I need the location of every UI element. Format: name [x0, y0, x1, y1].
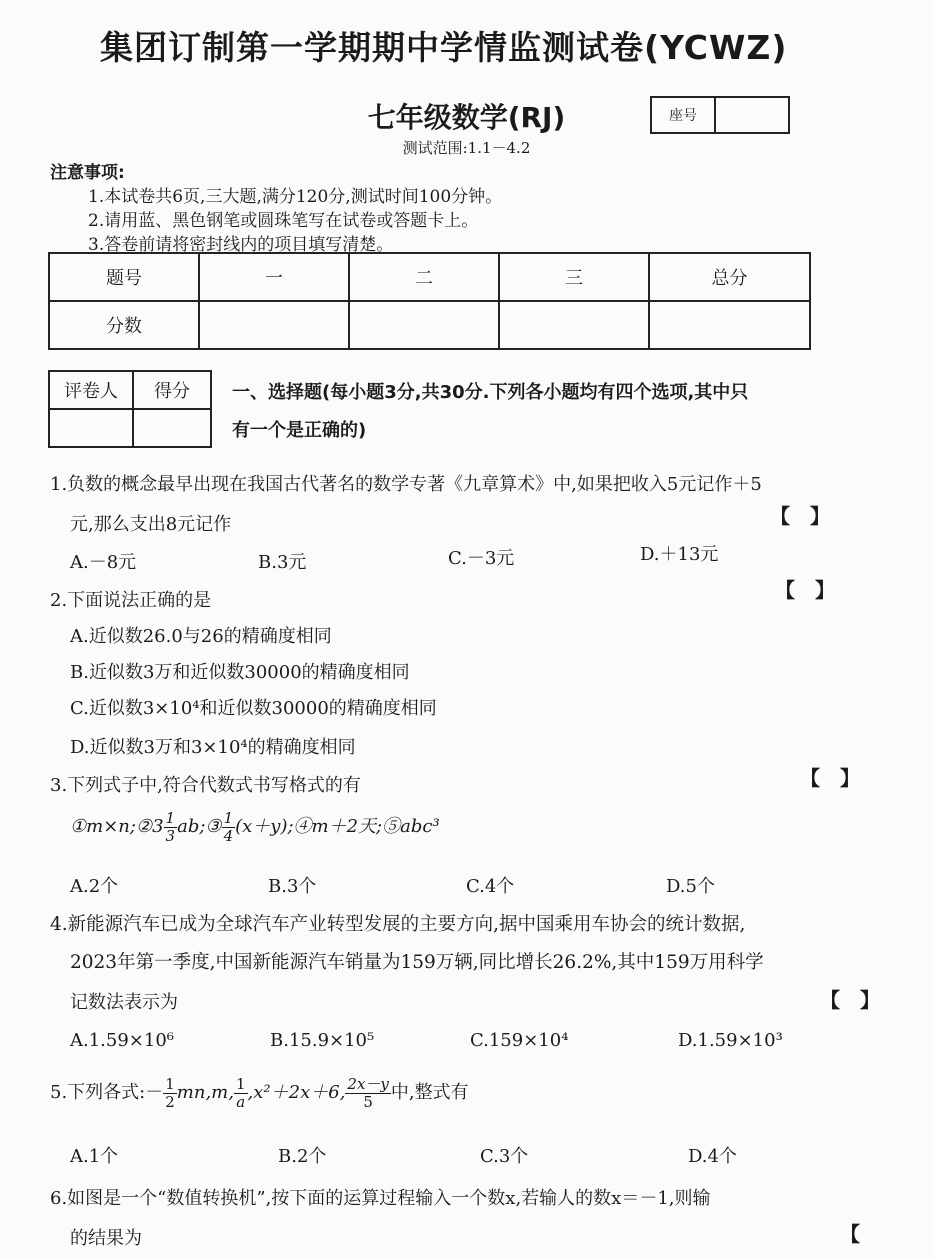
option-b: B.3元: [258, 552, 307, 573]
question-1-stem: 1.负数的概念最早出现在我国古代著名的数学专著《九章算术》中,如果把收入5元记作＋5: [50, 474, 762, 495]
question-3-expressions: [70, 810, 440, 844]
grader-entry-cell[interactable]: [49, 409, 133, 447]
q5-prefix: 5.下列各式:－: [50, 1082, 164, 1103]
option-c: C.3个: [480, 1146, 529, 1167]
answer-bracket[interactable]: 【 】: [775, 578, 835, 602]
option-c: C.4个: [466, 876, 515, 897]
fraction: [234, 1076, 248, 1110]
note-item: 3.答卷前请将密封线内的项目填写清楚。: [88, 235, 394, 255]
score-table-cell: 总分: [649, 253, 810, 301]
fraction-numerator: 1: [223, 809, 234, 827]
fraction-denominator: 5: [363, 1092, 373, 1111]
score-entry-cell[interactable]: [649, 301, 810, 349]
fraction: [345, 1076, 390, 1110]
fraction: [222, 810, 236, 844]
fraction-numerator: 1: [165, 1075, 175, 1093]
fraction-denominator: 3: [165, 826, 176, 845]
answer-bracket[interactable]: 【 】: [820, 988, 880, 1012]
answer-bracket[interactable]: 【: [840, 1222, 860, 1246]
option-a: A.2个: [70, 876, 119, 897]
expr-1: ①m×n;②3: [70, 816, 164, 837]
fraction-denominator: a: [236, 1092, 246, 1111]
exam-subtitle: 七年级数学(RJ): [367, 101, 566, 134]
option-b: B.15.9×10⁵: [270, 1030, 375, 1051]
answer-bracket[interactable]: 【 】: [800, 766, 860, 790]
option-a: A.1个: [70, 1146, 119, 1167]
q5-term: mn,m,: [176, 1082, 234, 1103]
fraction-numerator: 1: [165, 809, 176, 827]
expr-3-tail: (x＋y);④m＋2天;⑤abc³: [235, 816, 440, 837]
note-item: 1.本试卷共6页,三大题,满分120分,测试时间100分钟。: [88, 187, 503, 207]
score-table-cell: 二: [349, 253, 499, 301]
score-table-cell: 一: [199, 253, 349, 301]
option-d: D.1.59×10³: [678, 1030, 783, 1051]
grader-table: [48, 370, 212, 448]
option-d: D.＋13元: [640, 544, 719, 565]
section-heading: 一、选择题(每小题3分,共30分.下列各小题均有四个选项,其中只: [232, 382, 749, 403]
option-b: B.3个: [268, 876, 317, 897]
score-table-header-row: [49, 253, 810, 301]
q5-suffix: 中,整式有: [390, 1082, 469, 1103]
option-b: B.2个: [278, 1146, 327, 1167]
option-c: C.近似数3×10⁴和近似数30000的精确度相同: [70, 698, 437, 719]
seat-number-field[interactable]: [716, 98, 788, 132]
question-3-stem: 3.下列式子中,符合代数式书写格式的有: [50, 775, 361, 796]
option-a: A.近似数26.0与26的精确度相同: [70, 626, 332, 647]
question-2-stem: 2.下面说法正确的是: [50, 590, 212, 611]
fraction: [163, 1076, 177, 1110]
question-5-stem: [50, 1076, 469, 1110]
expr-2-tail: ab;③: [177, 816, 222, 837]
option-d: D.5个: [666, 876, 715, 897]
score-entry-cell[interactable]: [499, 301, 649, 349]
score-entry-cell[interactable]: [199, 301, 349, 349]
fraction: [164, 810, 178, 844]
option-a: A.1.59×10⁶: [70, 1030, 175, 1051]
test-range: 测试范围:1.1－4.2: [402, 139, 531, 157]
fraction-numerator: 1: [235, 1075, 246, 1093]
section-heading-cont: 有一个是正确的): [232, 420, 367, 441]
option-c: C.159×10⁴: [470, 1030, 569, 1051]
fraction-denominator: 2: [165, 1092, 175, 1111]
question-4-stem: 4.新能源汽车已成为全球汽车产业转型发展的主要方向,据中国乘用车协会的统计数据,: [50, 914, 746, 935]
score-table-score-row: [49, 301, 810, 349]
score-entry-cell[interactable]: [349, 301, 499, 349]
fraction-numerator: 2x－y: [347, 1075, 389, 1093]
question-1-stem-cont: 元,那么支出8元记作: [70, 514, 232, 535]
score-entry-cell[interactable]: [133, 409, 211, 447]
option-c: C.－3元: [448, 548, 515, 569]
question-4-stem-cont: 2023年第一季度,中国新能源汽车销量为159万辆,同比增长26.2%,其中159万用科学: [70, 952, 764, 973]
score-table-cell: 分数: [49, 301, 199, 349]
question-6-stem-cont: 的结果为: [70, 1228, 142, 1249]
question-6-stem: 6.如图是一个“数值转换机”,按下面的运算过程输入一个数x,若输人的数x＝－1,则输: [50, 1188, 711, 1209]
option-b: B.近似数3万和近似数30000的精确度相同: [70, 662, 410, 683]
seat-number-box: [650, 96, 790, 134]
seat-label: 座号: [652, 98, 716, 132]
option-a: A.－8元: [70, 552, 137, 573]
score-table-cell: 三: [499, 253, 649, 301]
grader-header: 评卷人: [49, 371, 133, 409]
answer-bracket[interactable]: 【 】: [770, 504, 830, 528]
option-d: D.4个: [688, 1146, 737, 1167]
note-item: 2.请用蓝、黑色钢笔或圆珠笔写在试卷或答题卡上。: [88, 211, 479, 231]
score-header: 得分: [133, 371, 211, 409]
score-table: [48, 252, 811, 350]
question-4-stem-cont: 记数法表示为: [70, 992, 178, 1013]
option-d: D.近似数3万和3×10⁴的精确度相同: [70, 737, 356, 758]
score-table-cell: 题号: [49, 253, 199, 301]
fraction-denominator: 4: [223, 826, 234, 845]
notes-heading: 注意事项:: [50, 163, 125, 183]
exam-title: 集团订制第一学期期中学情监测试卷(YCWZ): [100, 28, 788, 67]
q5-term: ,x²＋2x＋6,: [247, 1082, 346, 1103]
